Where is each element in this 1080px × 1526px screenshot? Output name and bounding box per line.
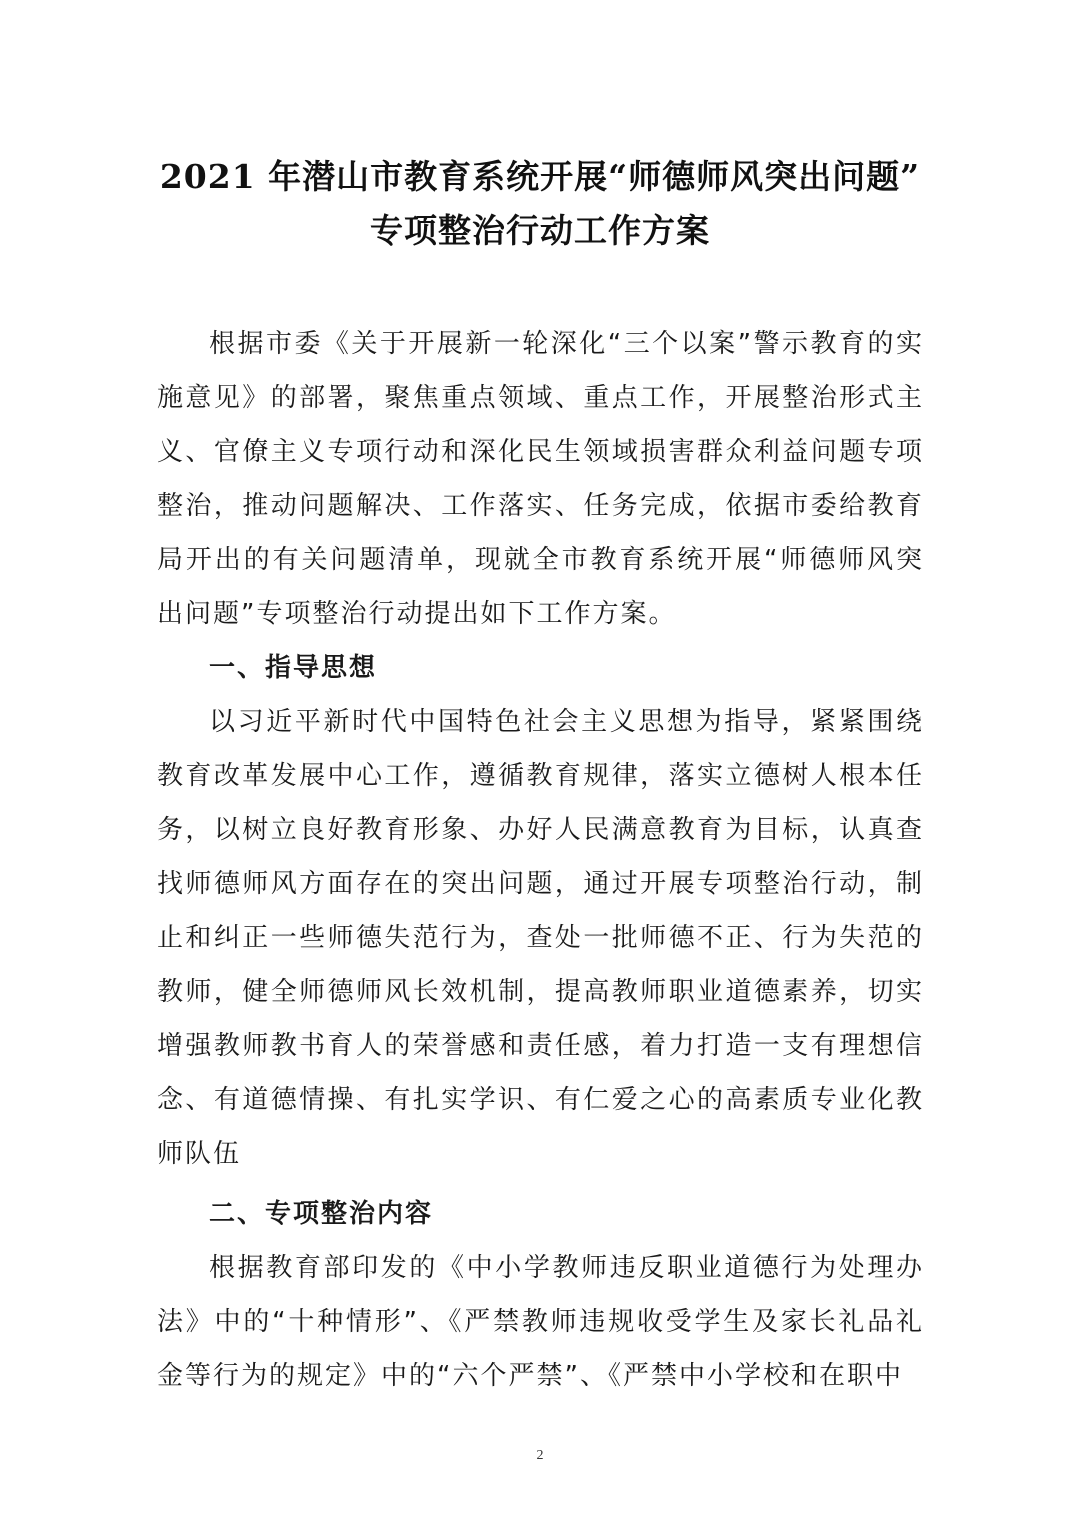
section-1-heading: 一、指导思想 [209, 653, 378, 683]
intro-section [157, 317, 924, 641]
document-title-line-2: 专项整治行动工作方案 [370, 211, 710, 250]
section-rectification-content [157, 1187, 924, 1403]
section-2-paragraph: 根据教育部印发的《中小学教师违反职业道德行为处理办法》中的“十种情形”、《严禁教师违规收受学生及家长礼品礼金等行为的规定》中的“六个严禁”、《严禁中小学校和在职中 [157, 1253, 924, 1391]
document-title-line-1: 2021 年潜山市教育系统开展“师德师风突出问题” [159, 157, 921, 196]
page-number: 2 [536, 1448, 544, 1463]
section-guiding-ideology [157, 641, 924, 1181]
intro-paragraph: 根据市委《关于开展新一轮深化“三个以案”警示教育的实施意见》的部署，聚焦重点领域、重点工作，开展整治形式主义、官僚主义专项行动和深化民生领域损害群众利益问题专项整治，推动问题解决、工作落实、任务完成，依据市委给教育局开出的有关问题清单，现就全市教育系统开展“师德师风突出问题”专项整治行动提出如下工作方案。 [157, 329, 924, 629]
section-1-paragraph: 以习近平新时代中国特色社会主义思想为指导，紧紧围绕教育改革发展中心工作，遵循教育规律，落实立德树人根本任务，以树立良好教育形象、办好人民满意教育为目标，认真查找师德师风方面存在的突出问题，通过开展专项整治行动，制止和纠正一些师德失范行为，查处一批师德不正、行为失范的教师，健全师德师风长效机制，提高教师职业道德素养，切实增强教师教书育人的荣誉感和责任感，着力打造一支有理想信念、有道德情操、有扎实学识、有仁爱之心的高素质专业化教师队伍 [157, 707, 924, 1169]
section-2-heading: 二、专项整治内容 [209, 1199, 434, 1229]
